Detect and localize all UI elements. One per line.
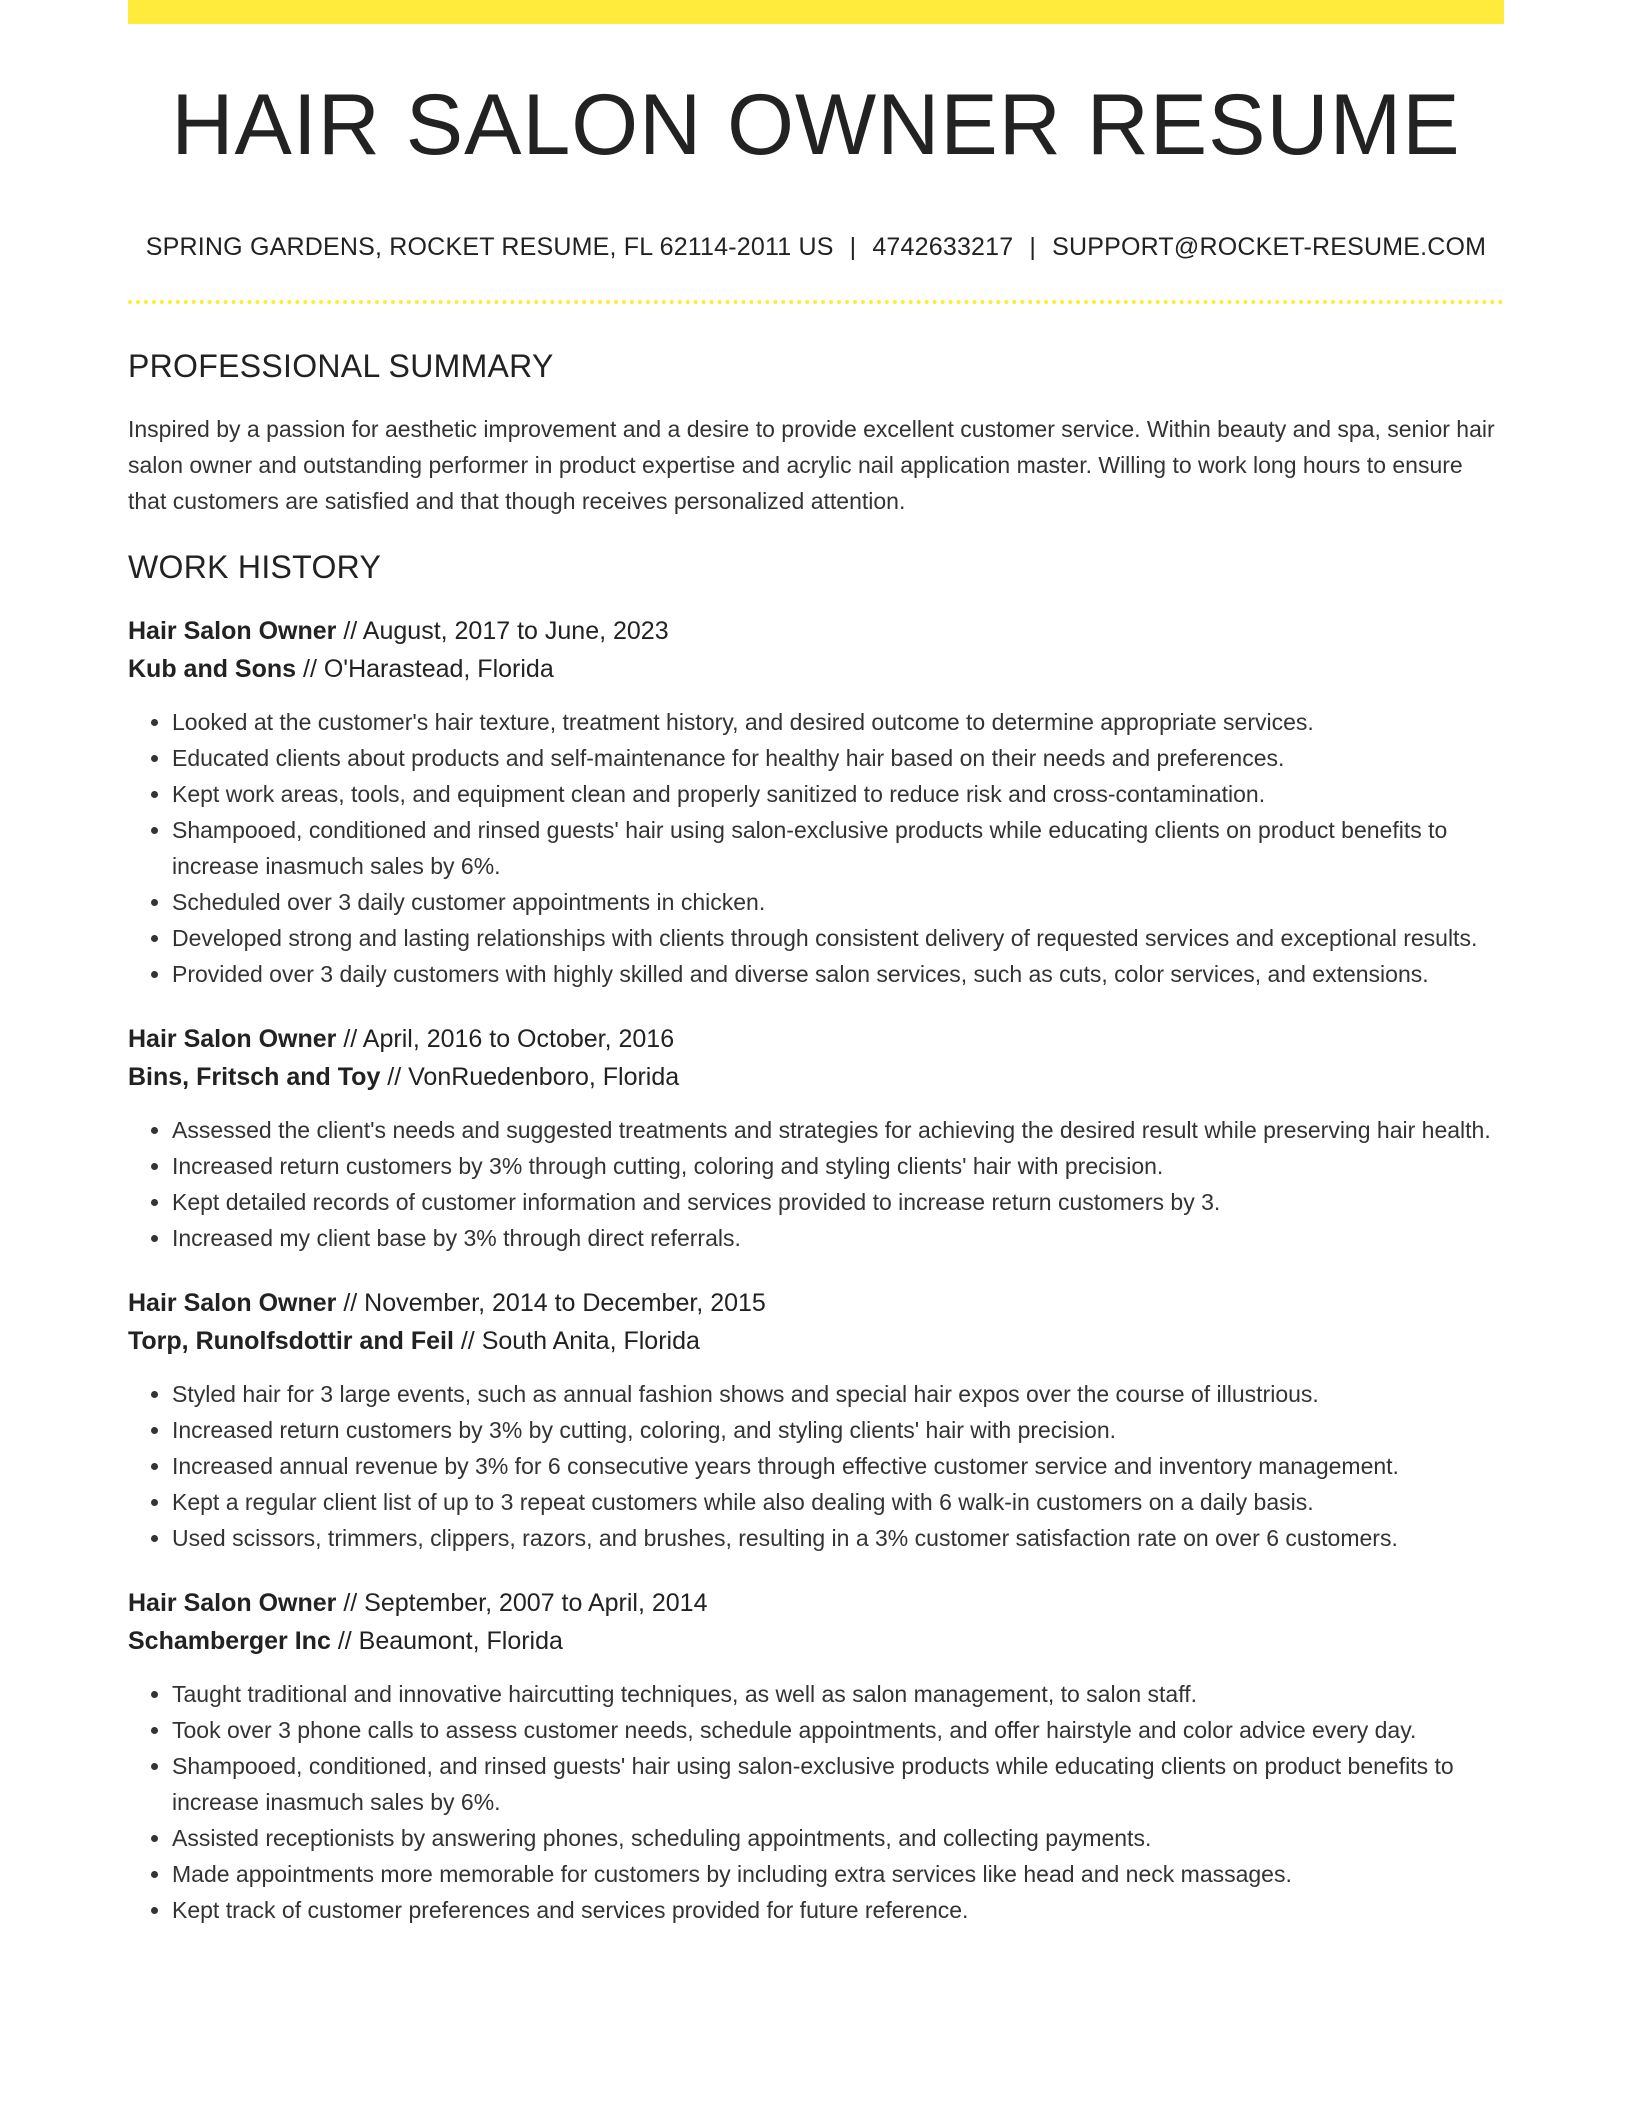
list-item: • Used scissors, trimmers, clippers, razors, and brushes, resulting in a 3% customer satisfaction rate on over 6 customers.: [172, 1520, 1504, 1556]
job-role: Hair Salon Owner: [128, 1024, 337, 1053]
job-dates: // April, 2016 to October, 2016: [343, 1024, 675, 1053]
list-item: • Assisted receptionists by answering phones, scheduling appointments, and collecting payments.: [172, 1820, 1504, 1856]
job-entry: [128, 1284, 1504, 1556]
job-company-line: [128, 1322, 1504, 1360]
job-role-line: [128, 1284, 1504, 1322]
professional-summary-section: [128, 348, 1504, 519]
job-entry: [128, 612, 1504, 992]
contact-separator: |: [1029, 232, 1037, 261]
section-heading-work-history: WORK HISTORY: [128, 548, 382, 585]
list-item: • Kept track of customer preferences and services provided for future reference.: [172, 1892, 1504, 1928]
job-role: Hair Salon Owner: [128, 1288, 337, 1317]
job-role-line: [128, 1584, 1504, 1622]
job-location: // VonRuedenboro, Florida: [387, 1062, 680, 1091]
job-bullet-list: [128, 1676, 1504, 1928]
resume-title: HAIR SALON OWNER RESUME: [171, 77, 1461, 173]
contact-phone: 4742633217: [872, 232, 1014, 261]
job-role: Hair Salon Owner: [128, 616, 337, 645]
job-bullet-list: [128, 1376, 1504, 1556]
job-bullet-list: [128, 1112, 1504, 1256]
top-accent-bar: [128, 0, 1504, 24]
list-item: • Styled hair for 3 large events, such as annual fashion shows and special hair expos over the course of illustrious.: [172, 1376, 1504, 1412]
list-item: • Made appointments more memorable for customers by including extra services like head and neck massages.: [172, 1856, 1504, 1892]
job-company-line: [128, 650, 1504, 688]
dotted-divider: [128, 300, 1504, 304]
job-company: Kub and Sons: [128, 654, 297, 683]
resume-page: [128, 0, 1504, 1928]
list-item: • Took over 3 phone calls to assess customer needs, schedule appointments, and offer hairstyle and color advice every day.: [172, 1712, 1504, 1748]
job-company-line: [128, 1622, 1504, 1660]
list-item: • Kept detailed records of customer information and services provided to increase return customers by 3.: [172, 1184, 1504, 1220]
contact-email: SUPPORT@ROCKET-RESUME.COM: [1052, 232, 1487, 261]
list-item: • Shampooed, conditioned, and rinsed guests' hair using salon-exclusive products while educating clients on product benefits to increase inasmuch sales by 6%.: [172, 1748, 1504, 1820]
job-location: // O'Harastead, Florida: [303, 654, 554, 683]
job-entry: [128, 1020, 1504, 1256]
list-item: • Increased my client base by 3% through direct referrals.: [172, 1220, 1504, 1256]
jobs-list: [128, 612, 1504, 1928]
list-item: • Increased return customers by 3% by cutting, coloring, and styling clients' hair with precision.: [172, 1412, 1504, 1448]
list-item: • Shampooed, conditioned and rinsed guests' hair using salon-exclusive products while educating clients on product benefits to increase inasmuch sales by 6%.: [172, 812, 1504, 884]
work-history-section: [128, 549, 1504, 1928]
section-heading-summary: PROFESSIONAL SUMMARY: [128, 347, 554, 384]
list-item: • Increased annual revenue by 3% for 6 consecutive years through effective customer service and inventory management.: [172, 1448, 1504, 1484]
job-dates: // September, 2007 to April, 2014: [343, 1588, 708, 1617]
contact-line: [128, 233, 1504, 262]
job-entry: [128, 1584, 1504, 1928]
list-item: • Educated clients about products and self-maintenance for healthy hair based on their needs and preferences.: [172, 740, 1504, 776]
list-item: • Increased return customers by 3% through cutting, coloring and styling clients' hair with precision.: [172, 1148, 1504, 1184]
job-dates: // November, 2014 to December, 2015: [343, 1288, 766, 1317]
job-role-line: [128, 612, 1504, 650]
list-item: • Kept work areas, tools, and equipment clean and properly sanitized to reduce risk and cross-contamination.: [172, 776, 1504, 812]
job-role: Hair Salon Owner: [128, 1588, 337, 1617]
list-item: • Looked at the customer's hair texture, treatment history, and desired outcome to determine appropriate services.: [172, 704, 1504, 740]
list-item: • Taught traditional and innovative haircutting techniques, as well as salon management, to salon staff.: [172, 1676, 1504, 1712]
job-role-line: [128, 1020, 1504, 1058]
contact-address: SPRING GARDENS, ROCKET RESUME, FL 62114-2011 US: [145, 232, 834, 261]
job-location: // South Anita, Florida: [460, 1326, 700, 1355]
list-item: • Scheduled over 3 daily customer appointments in chicken.: [172, 884, 1504, 920]
list-item: • Developed strong and lasting relationships with clients through consistent delivery of requested services and exceptional results.: [172, 920, 1504, 956]
job-location: // Beaumont, Florida: [337, 1626, 563, 1655]
job-company: Bins, Fritsch and Toy: [128, 1062, 381, 1091]
contact-separator: |: [849, 232, 857, 261]
job-company-line: [128, 1058, 1504, 1096]
job-dates: // August, 2017 to June, 2023: [343, 616, 669, 645]
job-company: Torp, Runolfsdottir and Feil: [128, 1326, 454, 1355]
list-item: • Assessed the client's needs and suggested treatments and strategies for achieving the desired result while preserving hair health.: [172, 1112, 1504, 1148]
list-item: • Provided over 3 daily customers with highly skilled and diverse salon services, such as cuts, color services, and extensions.: [172, 956, 1504, 992]
job-bullet-list: [128, 704, 1504, 992]
job-company: Schamberger Inc: [128, 1626, 331, 1655]
list-item: • Kept a regular client list of up to 3 repeat customers while also dealing with 6 walk-in customers on a daily basis.: [172, 1484, 1504, 1520]
summary-text: Inspired by a passion for aesthetic improvement and a desire to provide excellent customer service. Within beauty and spa, senior hair salon owner and outstanding performer in product expertise and acrylic nail application master. Willing to work long hours to ensure that customers are satisfied and that though receives personalized attention.: [128, 415, 1495, 514]
